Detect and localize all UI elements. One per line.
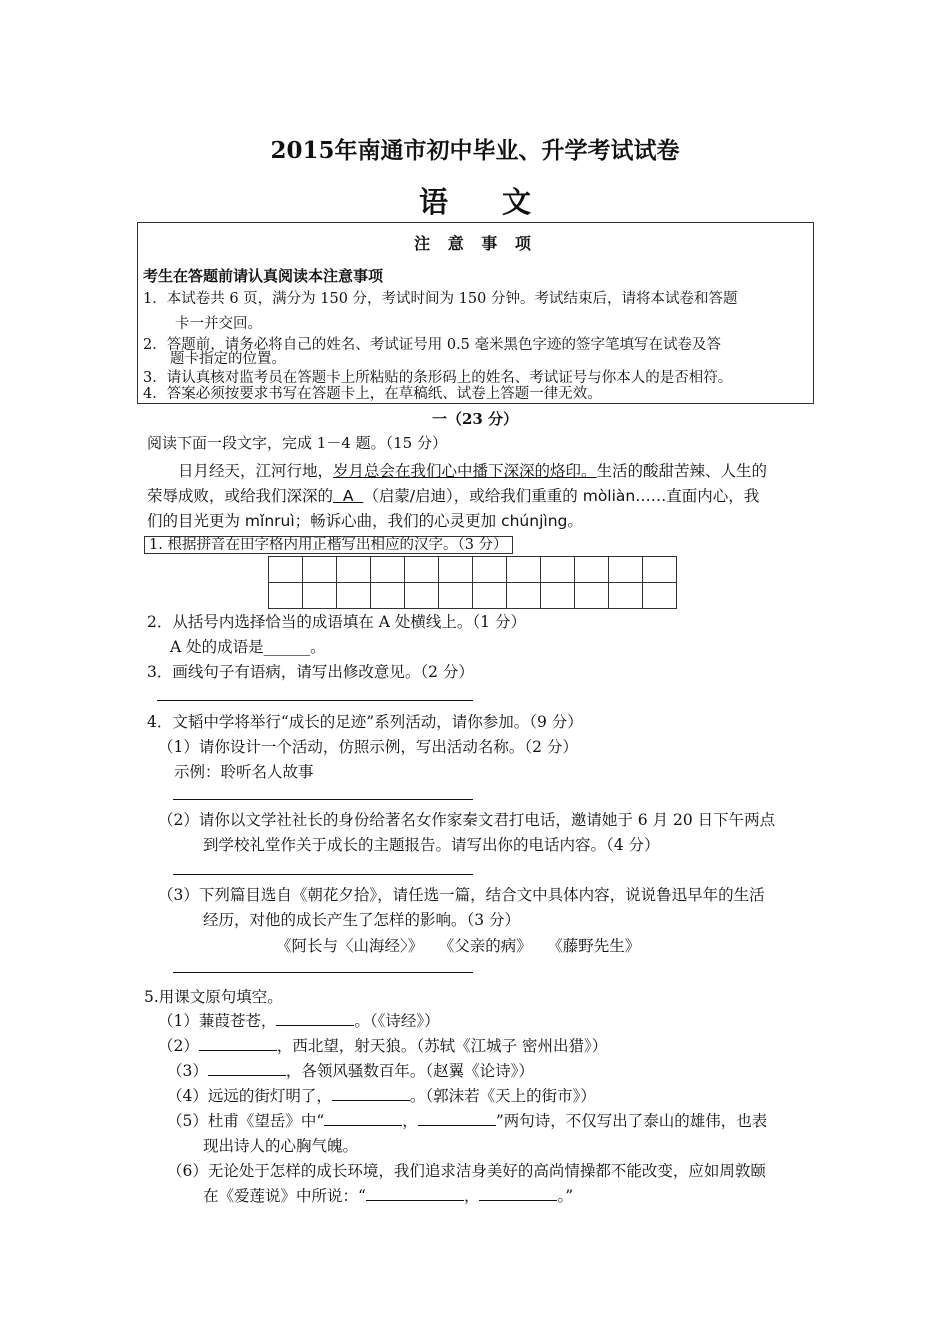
section-heading: 一（23 分） (431, 410, 519, 428)
q5-item-1: （1）蒹葭苍苍， 。（《诗经》） (158, 1012, 440, 1030)
fill-blank[interactable] (479, 1186, 557, 1201)
answer-line[interactable] (173, 874, 473, 875)
q5-item-3: （3） ，各领风骚数百年。（赵翼《论诗》） (167, 1062, 534, 1080)
fill-blank[interactable] (324, 1111, 402, 1126)
notice-item-1: 1．本试卷共 6 页，满分为 150 分，考试时间为 150 分钟。考试结束后，请将本试卷和答题 (143, 291, 738, 307)
fill-blank[interactable] (208, 1061, 286, 1076)
fill-blank[interactable] (366, 1186, 464, 1201)
fill-blank[interactable] (199, 1036, 277, 1051)
answer-line[interactable] (157, 700, 473, 701)
notice-box (137, 222, 814, 404)
question-4-2-cont: 到学校礼堂作关于成长的主题报告。请写出你的电话内容。（4 分） (203, 836, 660, 854)
notice-item-4: 4．答案必须按要求书写在答题卡上，在草稿纸、试卷上答题一律无效。 (143, 386, 602, 402)
q5-item-5: （5）杜甫《望岳》中“ ， ”两句诗，不仅写出了泰山的雄伟，也表 (167, 1112, 768, 1130)
question-1: 1. 根据拼音在田字格内用正楷写出相应的汉字。（3 分） (144, 533, 513, 554)
question-4-1: （1）请你设计一个活动，仿照示例，写出活动名称。（2 分） (158, 738, 578, 756)
question-4-3-cont: 经历，对他的成长产生了怎样的影响。（3 分） (203, 911, 521, 929)
underlined-sentence: 岁月总会在我们心中播下深深的烙印。 (333, 462, 597, 480)
q5-item-5-cont: 现出诗人的心胸气魄。 (203, 1137, 359, 1155)
q5-item-4: （4）远远的街灯明了， 。（郭沫若《天上的街市》） (167, 1087, 596, 1105)
notice-title: 注 意 事 项 (414, 234, 537, 253)
question-4-1-example: 示例：聆听名人故事 (174, 763, 314, 781)
subject-title: 语 文 (418, 185, 554, 219)
passage-line-3: 们的目光更为 mǐnruì；畅诉心曲，我们的心灵更加 chúnjìng。 (147, 512, 583, 530)
exam-title: 2015年南通市初中毕业、升学考试试卷 (270, 137, 680, 164)
fill-blank[interactable] (418, 1111, 496, 1126)
passage-line-2: 荣辱成败，或给我们深深的 A （启蒙/启迪），或给我们重重的 mòliàn……直面内心，我 (147, 487, 760, 505)
q5-item-6-cont: 在《爱莲说》中所说：“ ， 。” (203, 1187, 574, 1205)
question-4-3-works: 《阿长与〈山海经〉》 《父亲的病》 《藤野先生》 (276, 937, 641, 955)
question-5: 5.用课文原句填空。 (144, 988, 283, 1006)
question-2-answer: A 处的成语是______。 (170, 638, 326, 656)
blank-a: A (333, 487, 364, 505)
fill-blank[interactable] (276, 1011, 354, 1026)
answer-line[interactable] (173, 972, 473, 973)
question-4: 4．文韬中学将举行“成长的足迹”系列活动，请你参加。（9 分） (147, 713, 583, 731)
question-4-2: （2）请你以文学社社长的身份给著名女作家秦文君打电话，邀请她于 6 月 20 日下午两点 (158, 811, 776, 829)
notice-item-1-cont: 卡一并交回。 (175, 316, 262, 332)
question-3: 3．画线句子有语病，请写出修改意见。（2 分） (147, 663, 474, 681)
notice-item-2-cont: 题卡指定的位置。 (170, 351, 286, 367)
question-4-3: （3）下列篇目选自《朝花夕拾》，请任选一篇，结合文中具体内容，说说鲁迅早年的生活 (158, 886, 765, 904)
notice-item-3: 3．请认真核对监考员在答题卡上所粘贴的条形码上的姓名、考试证号与你本人的是否相符。 (143, 370, 733, 386)
notice-item-2: 2．答题前，请务必将自己的姓名、考试证号用 0.5 毫米黑色字迹的签字笔填写在试卷及答 (143, 337, 721, 353)
answer-line[interactable] (173, 799, 473, 800)
reading-intro: 阅读下面一段文字，完成 1－4 题。（15 分） (147, 434, 447, 452)
passage-line-1: 日月经天，江河行地，岁月总会在我们心中播下深深的烙印。生活的酸甜苦辣、人生的 (178, 462, 768, 480)
q5-item-6: （6）无论处于怎样的成长环境，我们追求洁身美好的高尚情操都不能改变，应如周敦颐 (167, 1162, 766, 1180)
question-2: 2．从括号内选择恰当的成语填在 A 处横线上。（1 分） (147, 613, 526, 631)
fill-blank[interactable] (332, 1086, 410, 1101)
character-grid[interactable] (268, 556, 677, 609)
q5-item-2: （2） ，西北望，射天狼。（苏轼《江城子 密州出猎》） (158, 1037, 608, 1055)
notice-heading: 考生在答题前请认真阅读本注意事项 (143, 267, 384, 285)
